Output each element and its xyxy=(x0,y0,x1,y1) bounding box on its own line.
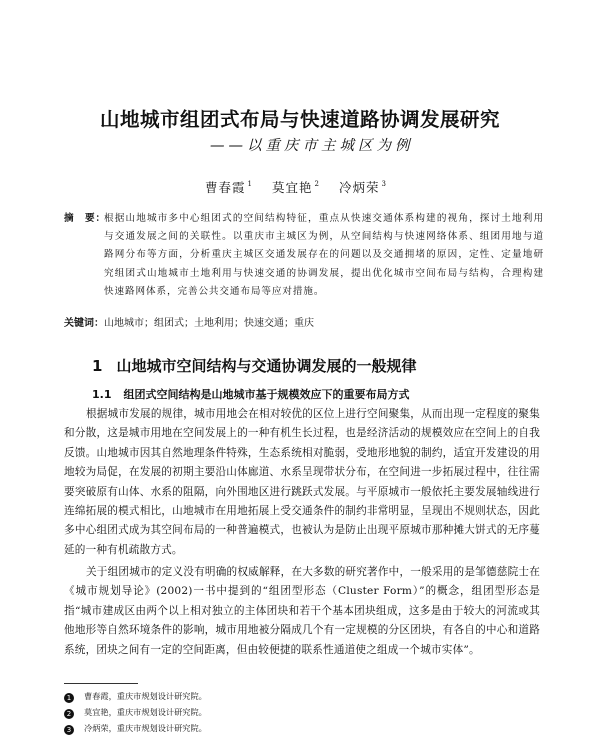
section-heading xyxy=(92,355,416,376)
author-footnote-mark[interactable]: 1 xyxy=(247,180,253,188)
footnote-number-icon: 1 xyxy=(64,693,74,703)
footnote xyxy=(64,704,207,720)
section-number: 1 xyxy=(92,357,103,375)
subsection-title: 组团式空间结构是山地城市基于规模效应下的重要布局方式 xyxy=(123,388,410,401)
body-paragraph: 关于组团城市的定义没有明确的权威解释，在大多数的研究著作中，一般采用的是邹德慈院士在《城市规划导论》(2002)一书中提到的“组团型形态（Cluster Form）”的概念，组团型形态是指“城市建成区由两个以上相对独立的主体团块和若干个基本团块组成，这多是由于较大的河流或其他地形等自然环境条件的影响，城市用地被分隔成几个有一定规模的分区团块，有各自的中心和道路系统，团块之间有一定的空间距离，但由较便捷的联系性通道使之组成一个城市实体”。 xyxy=(64,566,540,656)
abstract-label: 摘 要： xyxy=(64,213,106,224)
footnotes xyxy=(64,688,207,736)
author-list xyxy=(205,178,401,196)
author-name: 曹春霞 xyxy=(205,180,246,195)
keywords-label: 关键词： xyxy=(64,318,104,329)
footnote-divider xyxy=(64,683,138,684)
footnote-text: 冷炳荣，重庆市规划设计研究院。 xyxy=(84,723,207,733)
subsection-heading xyxy=(92,386,410,402)
body-paragraph: 根据城市发展的规律，城市用地会在相对较优的区位上进行空间聚集，从而出现一定程度的聚集和分散，这是城市用地在空间发展上的一种有机生长过程，也是经济活动的规模效应在空间上的自我反馈。山地城市因其自然地理条件特殊，生态系统相对脆弱，受地形地貌的制约，适宜开发建设的用地较为局促，在发展的初期主要沿山体廊道、水系呈现带状分布，在空间进一步拓展过程中，往往需要突破原有山体、水系的阻隔，向外围地区进行跳跃式发展。与平原城市一般依托主要发展轴线进行连绵拓展的模式相比，山地城市在用地拓展上受交通条件的制约非常明显，呈现出不规则状态，因此多中心组团式成为其空间布局的一种普遍模式，也被认为是防止出现平原城市那种摊大饼式的无序蔓延的一种有机疏散方式。 xyxy=(64,408,540,556)
footnote xyxy=(64,688,207,704)
author-name: 莫宜艳 xyxy=(271,180,313,195)
abstract xyxy=(64,210,544,301)
footnote-text: 莫宜艳，重庆市规划设计研究院。 xyxy=(84,707,207,717)
author-footnote-mark[interactable]: 3 xyxy=(381,180,387,188)
footnote-text: 曹春霞，重庆市规划设计研究院。 xyxy=(84,691,207,701)
subsection-number: 1.1 xyxy=(92,388,112,401)
footnote-number-icon: 3 xyxy=(64,725,74,735)
keywords xyxy=(64,315,544,333)
footnote-number-icon: 2 xyxy=(64,709,74,719)
author-name: 冷炳荣 xyxy=(338,180,380,195)
paper-subtitle: ——以重庆市主城区为例 xyxy=(210,138,414,154)
keywords-text: 山地城市；组团式；土地利用；快速交通；重庆 xyxy=(104,318,314,329)
paper-title: 山地城市组团式布局与快速道路协调发展研究 xyxy=(99,108,500,131)
author-footnote-mark[interactable]: 2 xyxy=(314,180,320,188)
section-title: 山地城市空间结构与交通协调发展的一般规律 xyxy=(116,357,417,375)
footnote xyxy=(64,720,207,736)
abstract-text: 根据山地城市多中心组团式的空间结构特征，重点从快速交通体系构建的视角，探讨土地利用与交通发展之间的关联性。以重庆市主城区为例，从空间结构与快速网络体系、组团用地与道路网分布等方面，分析重庆主城区交通发展存在的问题以及交通拥堵的原因，定性、定量地研究组团式山地城市土地利用与快速交通的协调发展，提出优化城市空间布局与结构，合理构建快速路网体系，完善公共交通布局等应对措施。 xyxy=(104,213,544,297)
